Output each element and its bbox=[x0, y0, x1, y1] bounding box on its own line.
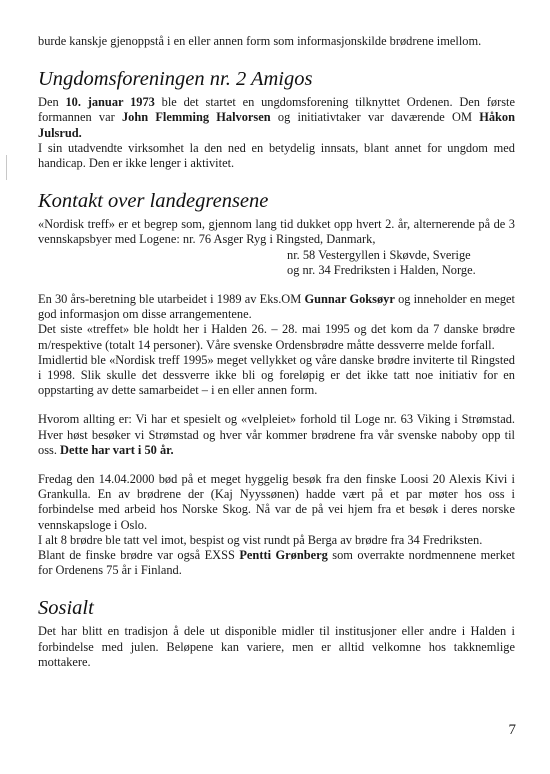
kontakt-paragraph-7: I alt 8 brødre ble tatt vel imot, bespist og vist rundt på Berga av brødre fra 34 Fredriksten. bbox=[38, 532, 483, 547]
section-heading-sosialt: Sosialt bbox=[38, 597, 94, 620]
kontakt-paragraph-5 bbox=[38, 412, 515, 458]
margin-scan-mark bbox=[6, 155, 7, 180]
kontakt-paragraph-intro bbox=[38, 217, 515, 247]
person-name: John Flemming Halvorsen bbox=[121, 110, 271, 125]
highlight-text: Dette har vart i 50 år. bbox=[60, 442, 174, 457]
amigos-paragraph-1 bbox=[38, 95, 515, 141]
text-run: Hvorom allting er: Vi har et spesielt og «velpleiet» forhold til Loge nr. 63 Viking i Strømstad. Hver høst besøker vi Strømstad og hver vår kommer brødrene fra vår svenske naboby opp til oss. bbox=[38, 412, 515, 457]
lodge-skovde: nr. 58 Vestergyllen i Skøvde, Sverige bbox=[287, 247, 471, 262]
founding-date: 10. januar 1973 bbox=[65, 95, 155, 110]
person-name: Håkon Julsrud. bbox=[38, 110, 515, 140]
kontakt-paragraph-2 bbox=[38, 292, 515, 322]
document-page bbox=[38, 34, 515, 670]
text-run: Den bbox=[38, 95, 66, 110]
text-run: som overrakte nordmennene merket for Ordenens 75 år i Finland. bbox=[38, 548, 515, 578]
kontakt-paragraph-3: Det siste «treffet» ble holdt her i Halden 26. – 28. mai 1995 og det kom da 7 danske brødre m/respektive (totalt 14 personer). Våre svenske Ordensbrødre måtte dessverre melde forfall. bbox=[38, 322, 515, 352]
text-run: og inneholder en meget god informasjon om disse arrangementene. bbox=[38, 292, 515, 322]
amigos-paragraph-2: I sin utadvendte virksomhet la den ned en betydelig innsats, blant annet for ungdom med handicap. Den er ikke lenger i aktivitet. bbox=[38, 140, 515, 171]
section-heading-kontakt: Kontakt over landegrensene bbox=[38, 190, 269, 213]
text-run: «Nordisk treff» er et begrep som, gjennom lang tid dukket opp hvert 2. år, alternerende på de 3 vennskapsbyer med Logene: bbox=[38, 217, 515, 247]
kontakt-paragraph-4: Imidlertid ble «Nordisk treff 1995» meget vellykket og våre danske brødre inviterte til Ringsted i 1998. Slik skulle det dessverre ikke bli og foreløpig er det ikke tatt noe initiativ for en oppstarting av dette samarbeidet – i en eller annen form. bbox=[38, 352, 515, 398]
text-run: Blant de finske brødre var også EXSS bbox=[38, 548, 240, 563]
intro-paragraph bbox=[38, 34, 515, 49]
person-name: Pentti Grønberg bbox=[239, 548, 328, 563]
lodge-list bbox=[38, 248, 515, 278]
text-run: og initiativtaker var daværende OM bbox=[270, 110, 480, 125]
lodge-ringsted: nr. 76 Asger Ryg i Ringsted, Danmark, bbox=[182, 232, 376, 247]
section-heading-amigos: Ungdomsforeningen nr. 2 Amigos bbox=[38, 68, 313, 91]
text-run: ble det startet en ungdomsforening tilknyttet Ordenen. Den første formannen var bbox=[38, 95, 515, 125]
person-name: Gunnar Goksøyr bbox=[304, 292, 395, 307]
intro-text: burde kanskje gjenoppstå i en eller annen form som informasjonskilde brødrene imellom. bbox=[38, 34, 482, 48]
text-run: En 30 års-beretning ble utarbeidet i 1989 av Eks.OM bbox=[38, 292, 305, 307]
kontakt-paragraph-8 bbox=[38, 548, 515, 578]
page-number: 7 bbox=[508, 722, 516, 738]
sosialt-paragraph-1: Det har blitt en tradisjon å dele ut disponible midler til institusjoner eller andre i Halden i forbindelse med julen. Beløpene kan variere, men er alltid velkomne hos takknemlige mottakere. bbox=[38, 624, 515, 669]
kontakt-paragraph-6: Fredag den 14.04.2000 bød på et meget hyggelig besøk fra den finske Loosi 20 Alexis Kivi i Grankulla. En av brødrene der (Kaj Nyyssønen) hadde vært på et par møter hos oss i forbindelse med arbeid hos Norske Skog. Nå var de på vei hjem fra et besøk i deres norske vennskapsloge i Oslo. bbox=[38, 472, 515, 532]
lodge-fredriksten: og nr. 34 Fredriksten i Halden, Norge. bbox=[287, 262, 476, 277]
